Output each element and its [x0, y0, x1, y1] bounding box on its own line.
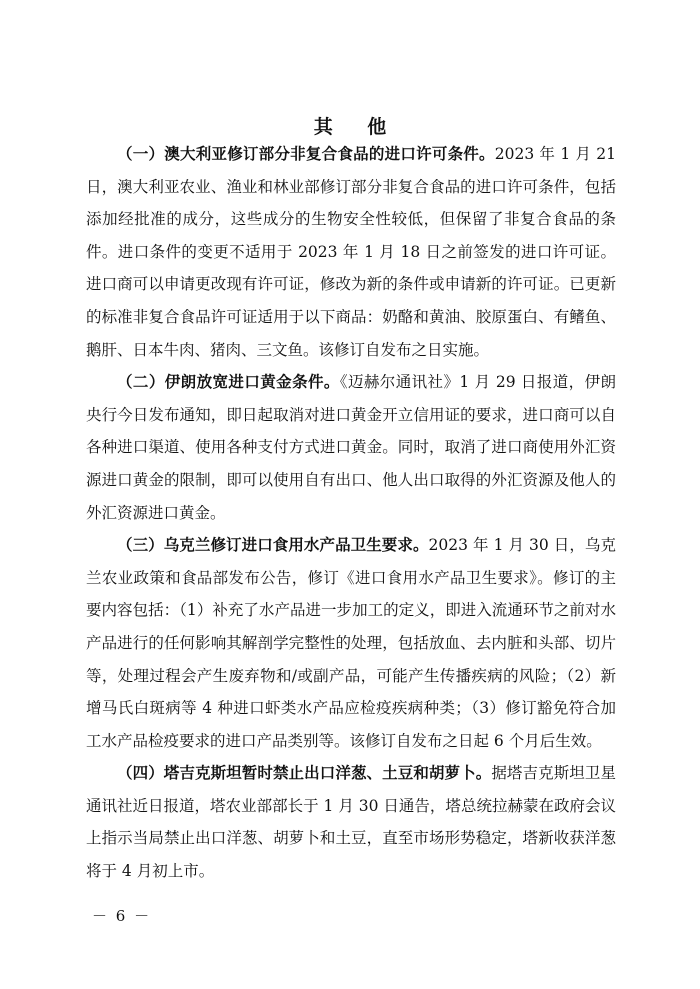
page-number: － 6 － — [92, 907, 152, 925]
section-4-heading: （四）塔吉克斯坦暂时禁止出口洋葱、土豆和胡萝卜。 — [117, 763, 492, 783]
section-1-body: 2023 年 1 月 21 日，澳大利亚农业、渔业和林业部修订部分非复合食品的进口许可条件，包括添加经批准的成分，这些成分的生物安全性较低，但保留了非复合食品的条件。进口条件的变更不适用于 2023 年 1 月 18 日之前签发的进口许可证。进口商可以申请更改现有许可证，修改为新的条件或申请新的许可证。已更新的标准非复合食品许可证适用于以下商品：奶酪和黄油、胶原蛋白、有鳍鱼、鹅肝、日本牛肉、猪肉、三文鱼。该修订自发布之日实施。 — [86, 145, 616, 359]
document-body — [86, 138, 616, 888]
section-2 — [86, 366, 616, 529]
section-4 — [86, 757, 616, 887]
section-2-body: 《迈赫尔通讯社》1 月 29 日报道，伊朗央行今日发布通知，即日起取消对进口黄金开立信用证的要求，进口商可以自各种进口渠道、使用各种支付方式进口黄金。同时，取消了进口商使用外汇资源进口黄金的限制，即可以使用自有出口、他人出口取得的外汇资源及他人的外汇资源进口黄金。 — [86, 373, 616, 522]
section-2-heading: （二）伊朗放宽进口黄金条件。 — [117, 372, 340, 392]
section-3 — [86, 529, 616, 757]
section-3-heading: （三）乌克兰修订进口食用水产品卫生要求。 — [117, 535, 429, 555]
section-3-body: 2023 年 1 月 30 日，乌克兰农业政策和食品部发布公告，修订《进口食用水产品卫生要求》。修订的主要内容包括：（1）补充了水产品进一步加工的定义，即进入流通环节之前对水产品进行的任何影响其解剖学完整性的处理，包括放血、去内脏和头部、切片等，处理过程会产生废弃物和/或副产品，可能产生传播疾病的风险；（2）新增马氏白斑病等 4 种进口虾类水产品应检疫疾病种类；（3）修订豁免符合加工水产品检疫要求的进口产品类别等。该修订自发布之日起 6 个月后生效。 — [86, 536, 616, 750]
section-4-body: 据塔吉克斯坦卫星通讯社近日报道，塔农业部部长于 1 月 30 日通告，塔总统拉赫蒙在政府会议上指示当局禁止出口洋葱、胡萝卜和土豆，直至市场形势稳定，塔新收获洋葱将于 4 月初上市。 — [86, 764, 616, 881]
section-1-heading: （一）澳大利亚修订部分非复合食品的进口许可条件。 — [117, 144, 495, 163]
page-title: 其 他 — [313, 116, 401, 138]
section-1 — [86, 138, 616, 366]
